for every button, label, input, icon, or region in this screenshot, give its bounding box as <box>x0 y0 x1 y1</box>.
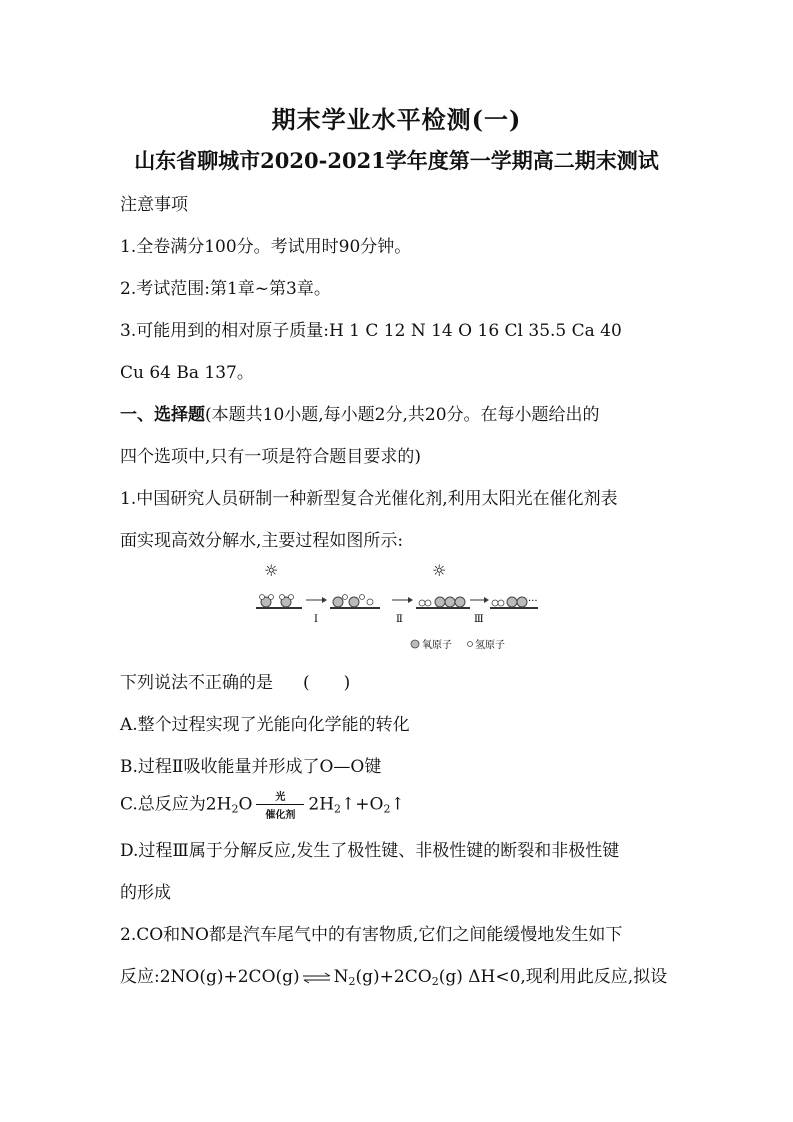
note-item-3-cont: Cu 64 Ba 137。 <box>120 363 254 383</box>
q2-text: (g)+2CO <box>355 967 432 987</box>
section-heading <box>120 400 600 425</box>
option-c-text: O <box>238 794 253 815</box>
q2-stem-cont <box>120 962 667 988</box>
section-desc-cont: 四个选项中,只有一项是符合题目要求的) <box>120 447 422 467</box>
legend-oxygen: 氧原子 <box>422 640 452 651</box>
q2-stem: 2.CO和NO都是汽车尾气中的有害物质,它们之间能缓慢地发生如下 <box>120 925 623 945</box>
q2-text: (g) ΔH<0,现利用此反应,拟设 <box>438 967 668 987</box>
legend-hydrogen: 氢原子 <box>475 640 505 651</box>
q1-option-b: B.过程Ⅱ吸收能量并形成了O—O键 <box>120 757 382 777</box>
condition-catalyst: 催化剂 <box>265 810 296 821</box>
note-item-2: 2.考试范围:第1章~第3章。 <box>120 279 331 299</box>
answer-blank: ( ) <box>303 673 351 693</box>
equilibrium-arrow-icon <box>302 972 332 984</box>
q1-stem: 1.中国研究人员研制一种新型复合光催化剂,利用太阳光在催化剂表 <box>120 489 618 509</box>
option-c-text: ↑+O <box>341 794 384 815</box>
subscript: 2 <box>334 802 342 816</box>
water-splitting-diagram <box>250 560 550 655</box>
subscript: 2 <box>348 975 356 988</box>
sun-icon: ☼ <box>432 561 447 580</box>
subscript: 2 <box>431 975 439 988</box>
q1-stem-cont: 面实现高效分解水,主要过程如图所示: <box>120 531 404 551</box>
reaction-condition <box>256 788 304 822</box>
q1-option-a: A.整个过程实现了光能向化学能的转化 <box>120 715 410 735</box>
note-item-3: 3.可能用到的相对原子质量:H 1 C 12 N 14 O 16 Cl 35.5 Ca 40 <box>120 321 622 341</box>
q2-text: N <box>333 967 349 987</box>
page-title: 期末学业水平检测(一) <box>271 105 522 134</box>
section-label: 一、选择题 <box>120 405 205 425</box>
option-c-text: C.总反应为2H <box>120 794 232 815</box>
q1-option-c <box>120 788 405 822</box>
option-c-text: ↑ <box>390 794 405 815</box>
subscript: 2 <box>383 802 391 816</box>
q2-text: 反应:2NO(g)+2CO(g) <box>120 967 300 987</box>
arrow-1 <box>306 597 327 603</box>
step-label-2: Ⅱ <box>396 614 403 625</box>
q1-option-d-cont: 的形成 <box>120 883 171 903</box>
option-c-text: 2H <box>308 794 335 815</box>
page-subtitle: 山东省聊城市2020-2021学年度第一学期高二期末测试 <box>134 148 659 173</box>
hydrogen-atom-icon <box>468 642 473 647</box>
q1-prompt-text: 下列说法不正确的是 <box>120 673 273 693</box>
oxygen-atom-icon <box>411 640 419 648</box>
step-label-1: Ⅰ <box>314 614 318 625</box>
step-label-3: Ⅲ <box>474 614 484 625</box>
stage-1-molecules <box>256 595 302 609</box>
subscript: 2 <box>231 802 239 816</box>
q1-option-d: D.过程Ⅲ属于分解反应,发生了极性键、非极性键的断裂和非极性键 <box>120 841 620 861</box>
continuation-dots: ··· <box>528 596 538 607</box>
sun-icon: ☼ <box>264 561 279 580</box>
condition-light: 光 <box>275 792 286 803</box>
note-item-1: 1.全卷满分100分。考试用时90分钟。 <box>120 237 412 257</box>
diagram-legend <box>411 638 505 651</box>
arrow-3 <box>470 597 489 603</box>
stage-2-molecules <box>330 595 380 609</box>
stage-3-molecules <box>416 597 470 608</box>
arrow-2 <box>392 597 413 603</box>
notes-heading: 注意事项 <box>120 195 188 215</box>
q1-prompt <box>120 668 350 693</box>
section-desc: (本题共10小题,每小题2分,共20分。在每小题给出的 <box>205 405 600 425</box>
